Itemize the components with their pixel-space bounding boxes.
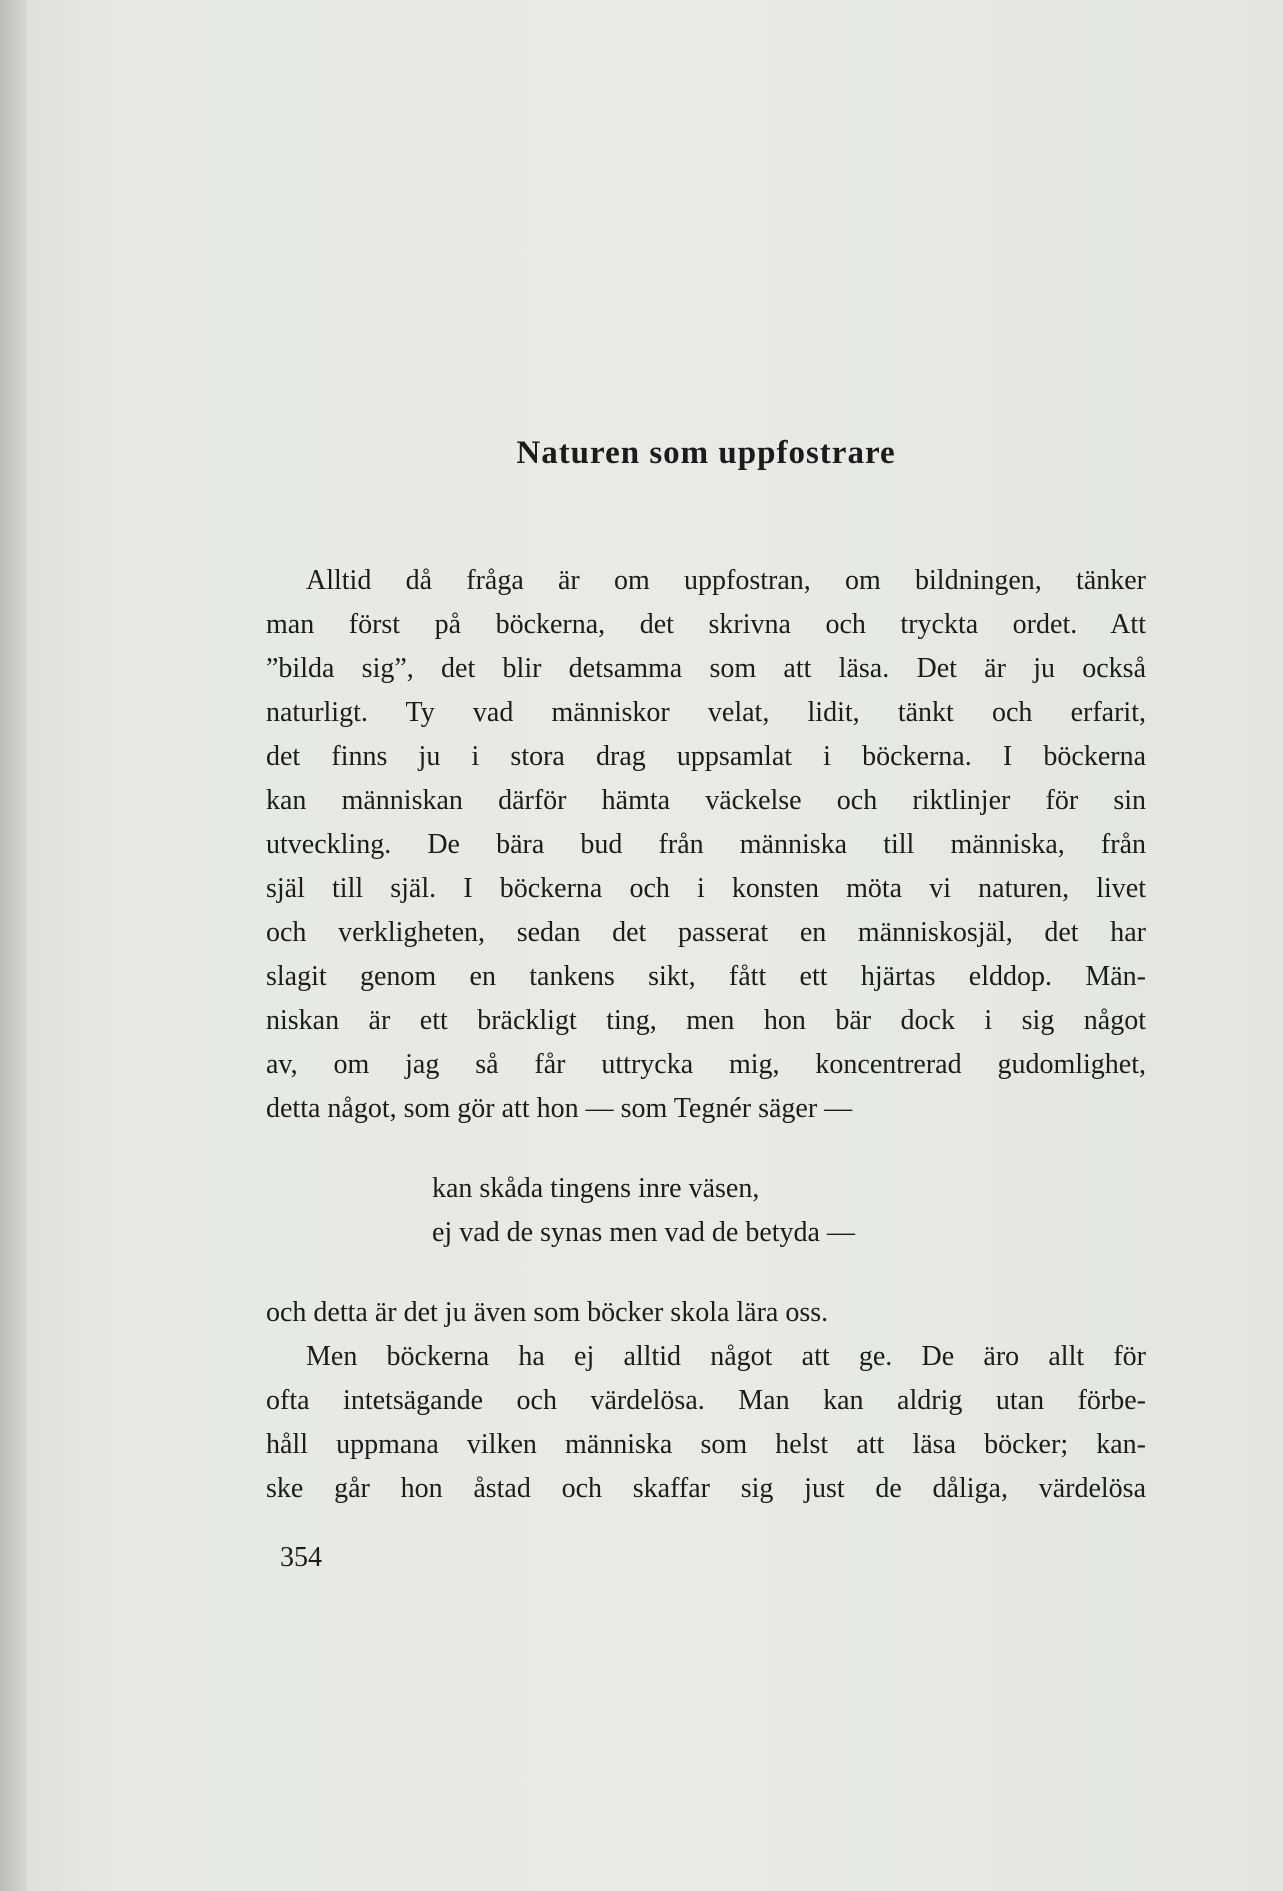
text-line: utveckling. De bära bud från människa till människa, från bbox=[266, 829, 1146, 860]
page-number: 354 bbox=[280, 1542, 322, 1573]
text-line: ”bilda sig”, det blir detsamma som att läsa. Det är ju också bbox=[266, 653, 1146, 684]
text-line: Men böckerna ha ej alltid något att ge. De äro allt för bbox=[306, 1341, 1146, 1372]
text-line: av, om jag så får uttrycka mig, koncentrerad gudomlighet, bbox=[266, 1049, 1146, 1080]
paragraph-3 bbox=[266, 1335, 1146, 1511]
text-line: Alltid då fråga är om uppfostran, om bildningen, tänker bbox=[306, 565, 1146, 596]
paragraph-1 bbox=[266, 559, 1146, 1131]
verse-line: ej vad de synas men vad de betyda — bbox=[432, 1217, 855, 1248]
page-gutter-shadow bbox=[0, 0, 26, 1891]
text-line: ske går hon åstad och skaffar sig just de dåliga, värdelösa bbox=[266, 1473, 1146, 1504]
text-line: håll uppmana vilken människa som helst att läsa böcker; kan- bbox=[266, 1429, 1146, 1460]
text-block bbox=[266, 425, 1146, 1511]
text-line: slagit genom en tankens sikt, fått ett hjärtas elddop. Män- bbox=[266, 961, 1146, 992]
text-line: ofta intetsägande och värdelösa. Man kan aldrig utan förbe- bbox=[266, 1385, 1146, 1416]
text-line: det finns ju i stora drag uppsamlat i böckerna. I böckerna bbox=[266, 741, 1146, 772]
text-line: naturligt. Ty vad människor velat, lidit, tänkt och erfarit, bbox=[266, 697, 1146, 728]
text-line: niskan är ett bräckligt ting, men hon bär dock i sig något bbox=[266, 1005, 1146, 1036]
text-line: man först på böckerna, det skrivna och tryckta ordet. Att bbox=[266, 609, 1146, 640]
text-line: själ till själ. I böckerna och i konsten möta vi naturen, livet bbox=[266, 873, 1146, 904]
text-line: kan människan därför hämta väckelse och riktlinjer för sin bbox=[266, 785, 1146, 816]
verse-line: kan skåda tingens inre väsen, bbox=[432, 1173, 760, 1204]
verse-quote bbox=[432, 1167, 1146, 1255]
text-line: detta något, som gör att hon — som Tegnér säger — bbox=[266, 1093, 853, 1124]
text-line: och verkligheten, sedan det passerat en människosjäl, det har bbox=[266, 917, 1146, 948]
text-line: och detta är det ju även som böcker skola lära oss. bbox=[266, 1297, 829, 1328]
chapter-title: Naturen som uppfostrare bbox=[516, 435, 896, 471]
paragraph-2 bbox=[266, 1291, 1146, 1335]
